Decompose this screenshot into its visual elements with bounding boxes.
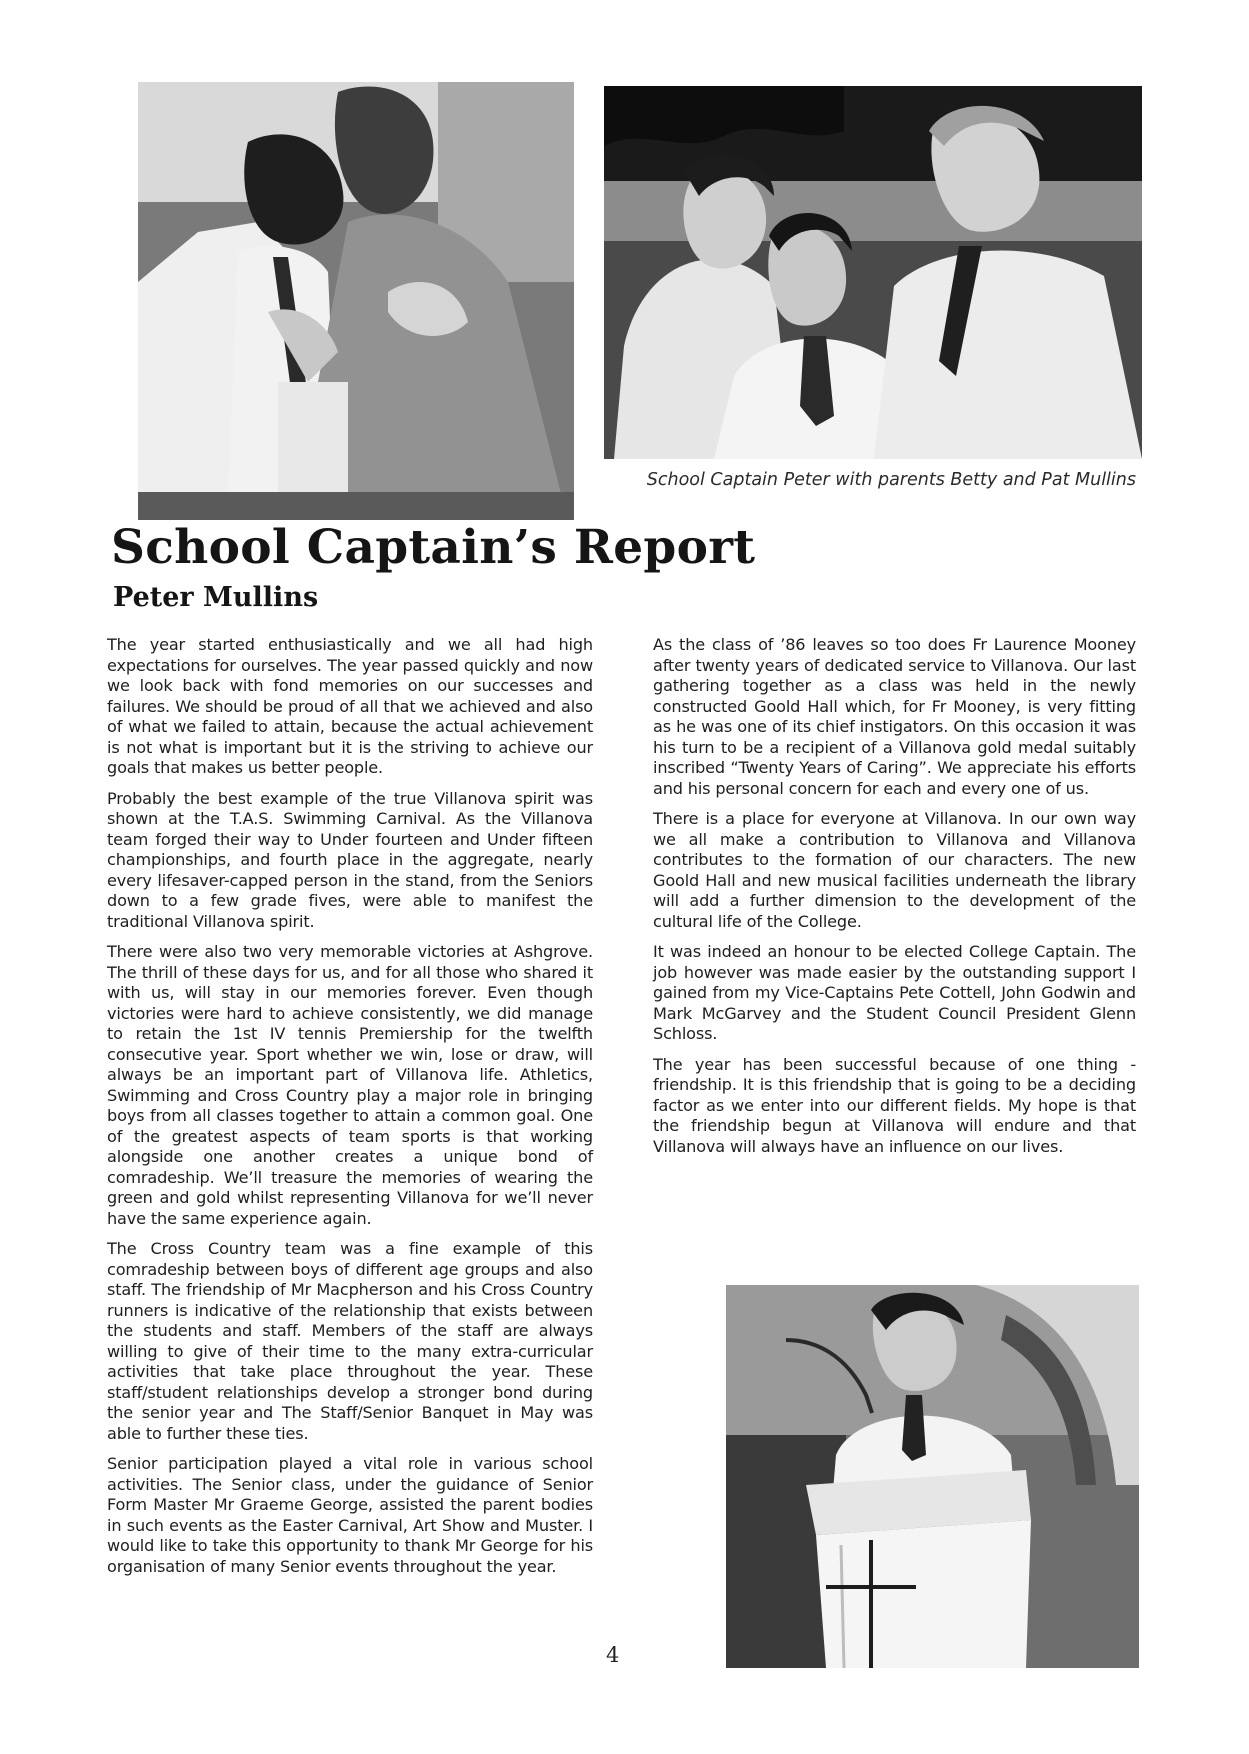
photo-mass-image [138, 82, 574, 520]
photo-captain-at-lectern [726, 1285, 1139, 1668]
paragraph: There is a place for everyone at Villanova. In our own way we all make a contribution to Villanova and Villanova contributes to the formation of our characters. The new Goold Hall and new musical facilities underneath the library will add a further dimension to the development of the cultural life of the College. [653, 809, 1136, 931]
paragraph: The year has been successful because of one thing - friendship. It is this friendship that is going to be a deciding factor as we enter into our different fields. My hope is that the friendship begun at Villanova will endure and that Villanova will always have an influence on our lives. [653, 1054, 1136, 1156]
page-number: 4 [606, 1643, 620, 1667]
author-byline: Peter Mullins [113, 582, 319, 613]
article-column-right [653, 635, 1136, 1167]
paragraph: The year started enthusiastically and we all had high expectations for ourselves. The year passed quickly and now we look back with fond memories on our successes and failures. We should be proud of all that we achieved and also of what we failed to attain, because the actual achievement is not what is important but it is the striving to achieve our goals that makes us better people. [107, 635, 593, 777]
photo-caption: School Captain Peter with parents Betty and Pat Mullins [646, 470, 1136, 490]
photo-lectern-image [726, 1285, 1139, 1668]
photo-student-and-priest [138, 82, 574, 520]
paragraph: Probably the best example of the true Villanova spirit was shown at the T.A.S. Swimming Carnival. As the Villanova team forged their way to Under fourteen and Under fifteen championships, and fourth place in the aggregate, nearly every lifesaver-capped person in the stand, from the Seniors down to a few grade fives, were able to manifest the traditional Villanova spirit. [107, 788, 593, 931]
paragraph: There were also two very memorable victories at Ashgrove. The thrill of these days for us, and for all those who shared it with us, will stay in our memories forever. Even though victories were hard to achieve consistently, we did manage to retain the 1st IV tennis Premiership for the twelfth consecutive year. Sport whether we win, lose or draw, will always be an important part of Villanova life. Athletics, Swimming and Cross Country play a major role in bringing boys from all classes together to attain a common goal. One of the greatest aspects of team sports is that working alongside one another creates a unique bond of comradeship. We’ll treasure the memories of wearing the green and gold whilst representing Villanova for we’ll never have the same experience again. [107, 942, 593, 1228]
paragraph: It was indeed an honour to be elected College Captain. The job however was made easier by the outstanding support I gained from my Vice-Captains Pete Cottell, John Godwin and Mark McGarvey and the Student Council President Glenn Schloss. [653, 942, 1136, 1043]
page-title: School Captain’s Report [111, 520, 756, 575]
article-column-left [107, 635, 593, 1587]
paragraph: As the class of ’86 leaves so too does Fr Laurence Mooney after twenty years of dedicated service to Villanova. Our last gathering together as a class was held in the newly constructed Goold Hall which, for Fr Mooney, is very fitting as he was one of its chief instigators. On this occasion it was his turn to be a recipient of a Villanova gold medal suitably inscribed “Twenty Years of Caring”. We appreciate his efforts and his personal concern for each and every one of us. [653, 635, 1136, 798]
paragraph: The Cross Country team was a fine example of this comradeship between boys of different age groups and also staff. The friendship of Mr Macpherson and his Cross Country runners is indicative of the relationship that exists between the students and staff. Members of the staff are always willing to give of their time to the many extra-curricular activities that take place throughout the year. These staff/student relationships develop a stronger bond during the senior year and The Staff/Senior Banquet in May was able to further these ties. [107, 1239, 593, 1443]
photo-parents-image [604, 86, 1142, 459]
photo-captain-with-parents [604, 86, 1142, 459]
paragraph: Senior participation played a vital role in various school activities. The Senior class, under the guidance of Senior Form Master Mr Graeme George, assisted the parent bodies in such events as the Easter Carnival, Art Show and Muster. I would like to take this opportunity to thank Mr George for his organisation of many Senior events throughout the year. [107, 1454, 593, 1576]
